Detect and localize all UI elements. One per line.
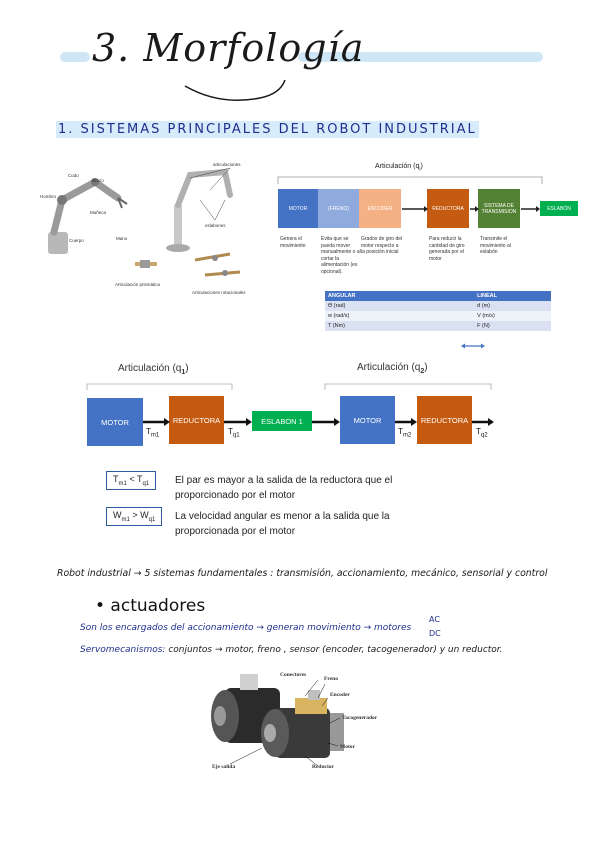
small-diagram-title: Articulación $(q_i)$ [375, 163, 423, 173]
label-cuerpo: Cuerpo [69, 238, 84, 243]
art1-label: Articulación $(q_1)$ [118, 363, 189, 376]
desc-encoder: Grados de giro del motor respecto a la posición inicial [361, 236, 403, 255]
section-title [56, 122, 479, 137]
systems-line: Robot industrial → 5 sistemas fundamentales : transmisión, accionamiento, mecánico, sensorial y control [57, 568, 548, 579]
small-block-freno: (FRENO) [318, 189, 359, 228]
caption-rotational: Articulaciones rotacionales [192, 290, 246, 295]
table-cell: T (Nm) [325, 321, 474, 331]
label-conectores: Conectores [280, 672, 307, 678]
small-block-eslabon: ESLABÓN [540, 201, 578, 216]
desc-freno: Evita que se pueda mover manualmente o al cortar la alimentación (es opcional). [321, 236, 361, 275]
label-mano: Mano [116, 236, 128, 241]
label-eslabones: eslabones [205, 223, 226, 228]
small-block-reductora: REDUCTORA [427, 189, 469, 228]
desc-motor: Genera el movimiento [280, 236, 306, 249]
label-muneca: Muñeca [90, 210, 107, 215]
small-block-motor: MOTOR [278, 189, 318, 228]
table-cell: d (m) [474, 301, 551, 311]
big-diagram-arrows [140, 414, 500, 430]
label-brazo: Brazo [92, 178, 104, 183]
art2-label: Articulación $(q_2)$ [357, 362, 428, 375]
torque-note: El par es mayor a la salida de la reductora que el proporcionado por el motor [175, 475, 393, 501]
big-block-reductora2: REDUCTORA [417, 396, 472, 444]
label-eje-salida: Eje salida [212, 764, 236, 770]
caption-prismatic: Articulación prismática [115, 282, 161, 287]
label-articulaciones: articulaciones [213, 162, 241, 167]
title-flourish [180, 76, 290, 106]
torque-relation-box: $T_{m1} < T_{q1}$ [106, 471, 156, 490]
servomotor-figure [200, 668, 400, 776]
speed-relation-box: $W_{m1} > W_{q1}$ [106, 507, 162, 526]
desc-transmision: Transmite el movimiento al eslabón [480, 236, 511, 255]
label-encoder: Encoder [330, 692, 350, 698]
dc-label: DC [429, 629, 441, 638]
speed-note: La velocidad angular es menor a la salida que la proporcionada por el motor [175, 511, 390, 537]
big-brackets [85, 378, 495, 392]
small-block-encoder: ENCODER [359, 189, 401, 228]
actuadores-heading: • actuadores [95, 596, 206, 616]
servomotor-illustration [200, 668, 400, 776]
table-cell: w (rad/s) [325, 311, 474, 321]
label-motor: Motor [340, 744, 355, 750]
robot-arm-figure [40, 160, 265, 300]
small-block-transmision: SISTEMA DE TRANSMISION [478, 189, 520, 228]
title-highlight-left [60, 52, 90, 62]
table-cell: V (m/s) [474, 311, 551, 321]
label-codo: Codo [68, 173, 79, 178]
big-block-reductora1: REDUCTORA [169, 396, 224, 444]
big-block-motor2: MOTOR [340, 396, 395, 444]
label-tq2: $T_{q2}$ [476, 427, 488, 439]
magnitude-table [325, 291, 551, 331]
page-title: 3. Morfología [92, 26, 365, 70]
label-freno: Freno [324, 676, 338, 682]
big-block-eslabon1: ESLABON 1 [252, 411, 312, 431]
label-hombro: Hombro [40, 194, 57, 199]
small-diagram-bracket [276, 174, 546, 186]
table-cell: Θ (rad) [325, 301, 474, 311]
section-title-text: 1. SISTEMAS PRINCIPALES DEL ROBOT INDUSTRIAL [58, 122, 477, 137]
label-tm2: $T_{m2}$ [398, 427, 412, 439]
small-diagram-arrows [400, 203, 545, 215]
table-header-angular: ANGULAR [325, 291, 474, 301]
ac-label: AC [429, 615, 440, 624]
table-cell: F (N) [474, 321, 551, 331]
double-arrow-icon [461, 342, 485, 350]
label-tm1: $T_{m1}$ [146, 427, 160, 439]
robot-arm-illustration [40, 160, 265, 300]
servo-line: Servomecanismos: conjuntos → motor, freno , sensor (encoder, tacogenerador) y un reductor. [80, 645, 503, 655]
label-tq1: $T_{q1}$ [228, 427, 240, 439]
actuadores-definition: Son los encargados del accionamiento → generan movimiento → motores [80, 623, 412, 633]
label-reductor: Reductor [312, 764, 334, 770]
label-tacogenerador: Tacogenerador [342, 715, 378, 721]
desc-reductora: Para reducir la cantidad de giro generada por el motor [429, 236, 465, 262]
table-header-lineal: LINEAL [474, 291, 551, 301]
big-block-motor1: MOTOR [87, 398, 143, 446]
